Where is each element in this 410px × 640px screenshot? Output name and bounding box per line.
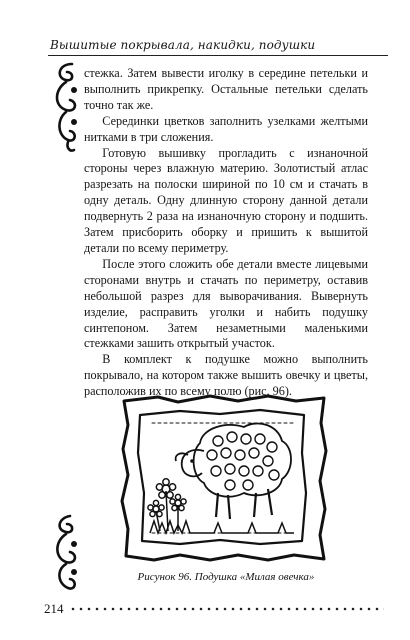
paragraph: Серединки цветков заполнить узелками желтыми нитками в три сложения.	[84, 113, 368, 144]
header-rule	[48, 55, 388, 56]
paragraph: стежка. Затем вывести иголку в середине петельки и выполнить прикрепку. Остальные петельки сделать точно так же.	[84, 66, 368, 112]
paragraph: После этого сложить обе детали вместе лицевыми сторонами внутрь и стачать по периметру, оставив небольшой разрез для выворачивания. Вывернуть изделие, расправить уголки и набить подушку синтепоном. Затем незаметными маленькими стежками зашить открытый участок.	[84, 256, 368, 351]
paragraph: Готовую вышивку прогладить с изнаночной стороны через влажную материю. Золотистый атлас разрезать на полоски шириной по 10 см и стачать в одну деталь. Одну длинную сторону данной детали подвернуть 2 раза на изнаночную сторону и подшить. Затем присборить оборку и пришить к вышитой детали по всему периметру.	[84, 145, 368, 255]
paragraph: В комплект к подушке можно выполнить покрывало, на котором также вышить овечку и цветы, расположив их по всему полю (рис. 96).	[84, 352, 368, 399]
figure-caption: Рисунок 96. Подушка «Милая овечка»	[137, 571, 315, 583]
page-footer	[44, 601, 384, 617]
dotted-rule	[69, 607, 385, 611]
page-number: 214	[44, 601, 64, 616]
running-header: Вышитые покрывала, накидки, подушки	[50, 38, 316, 52]
sheep-pillow-illustration	[118, 393, 330, 563]
flourish-ornament-bottom-icon	[50, 512, 82, 597]
body-text	[84, 66, 368, 400]
flourish-ornament-top-icon	[50, 60, 82, 155]
